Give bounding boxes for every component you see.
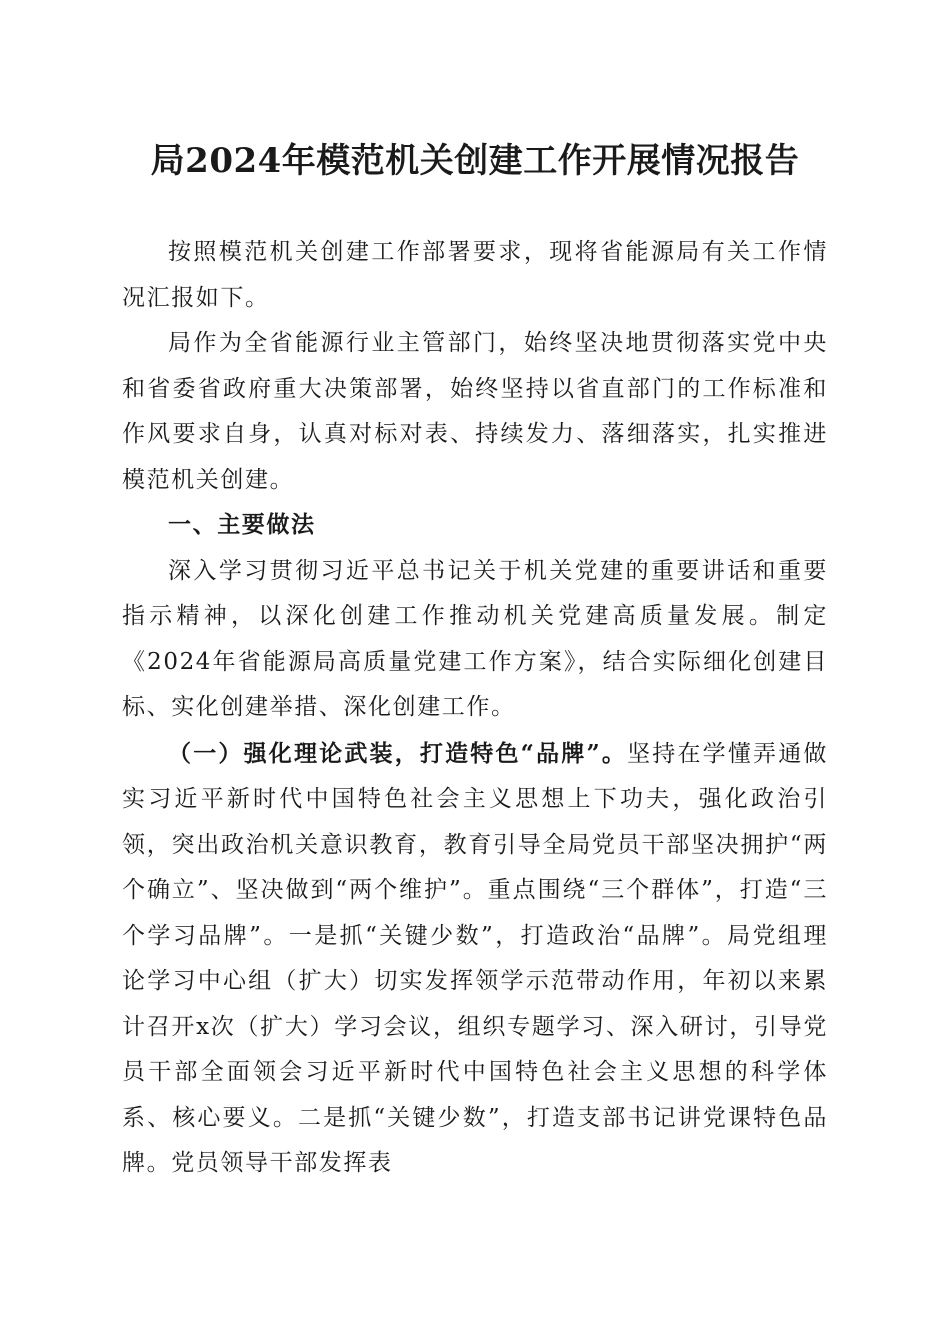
section-intro-paragraph: 深入学习贯彻习近平总书记关于机关党建的重要讲话和重要指示精神，以深化创建工作推动机关党建高质量发展。制定《2024年省能源局高质量党建工作方案》，结合实际细化创建目标、实化创建举措、深化创建工作。 xyxy=(122,557,828,720)
paragraph-overview: 局作为全省能源行业主管部门，始终坚决地贯彻落实党中央和省委省政府重大决策部署，始终坚持以省直部门的工作标准和作风要求自身，认真对标对表、持续发力、落细落实，扎实推进模范机关创建。 xyxy=(122,330,828,493)
paragraph-intro: 按照模范机关创建工作部署要求，现将省能源局有关工作情况汇报如下。 xyxy=(122,239,828,311)
section-heading: 一、主要做法 xyxy=(168,512,316,538)
item-text: 坚持在学懂弄通做实习近平新时代中国特色社会主义思想上下功夫，强化政治引领，突出政治机关意识教育，教育引导全局党员干部坚决拥护“两个确立”、坚决做到“两个维护”。重点围绕“三个群体”，打造“三个学习品牌”。一是抓“关键少数”，打造政治“品牌”。局党组理论学习中心组（扩大）切实发挥领学示范带动作用，年初以来累计召开x次（扩大）学习会议，组织专题学习、深入研讨，引导党员干部全面领会习近平新时代中国特色社会主义思想的科学体系、核心要义。二是抓“关键少数”，打造支部书记讲党课特色品牌。党员领导干部发挥表 xyxy=(122,740,828,1176)
document-body xyxy=(122,230,828,1187)
document-title: 局2024年模范机关创建工作开展情况报告 xyxy=(150,141,800,181)
item-paragraph xyxy=(122,731,828,1187)
item-lead: （一）强化理论武装，打造特色“品牌”。 xyxy=(168,739,628,767)
